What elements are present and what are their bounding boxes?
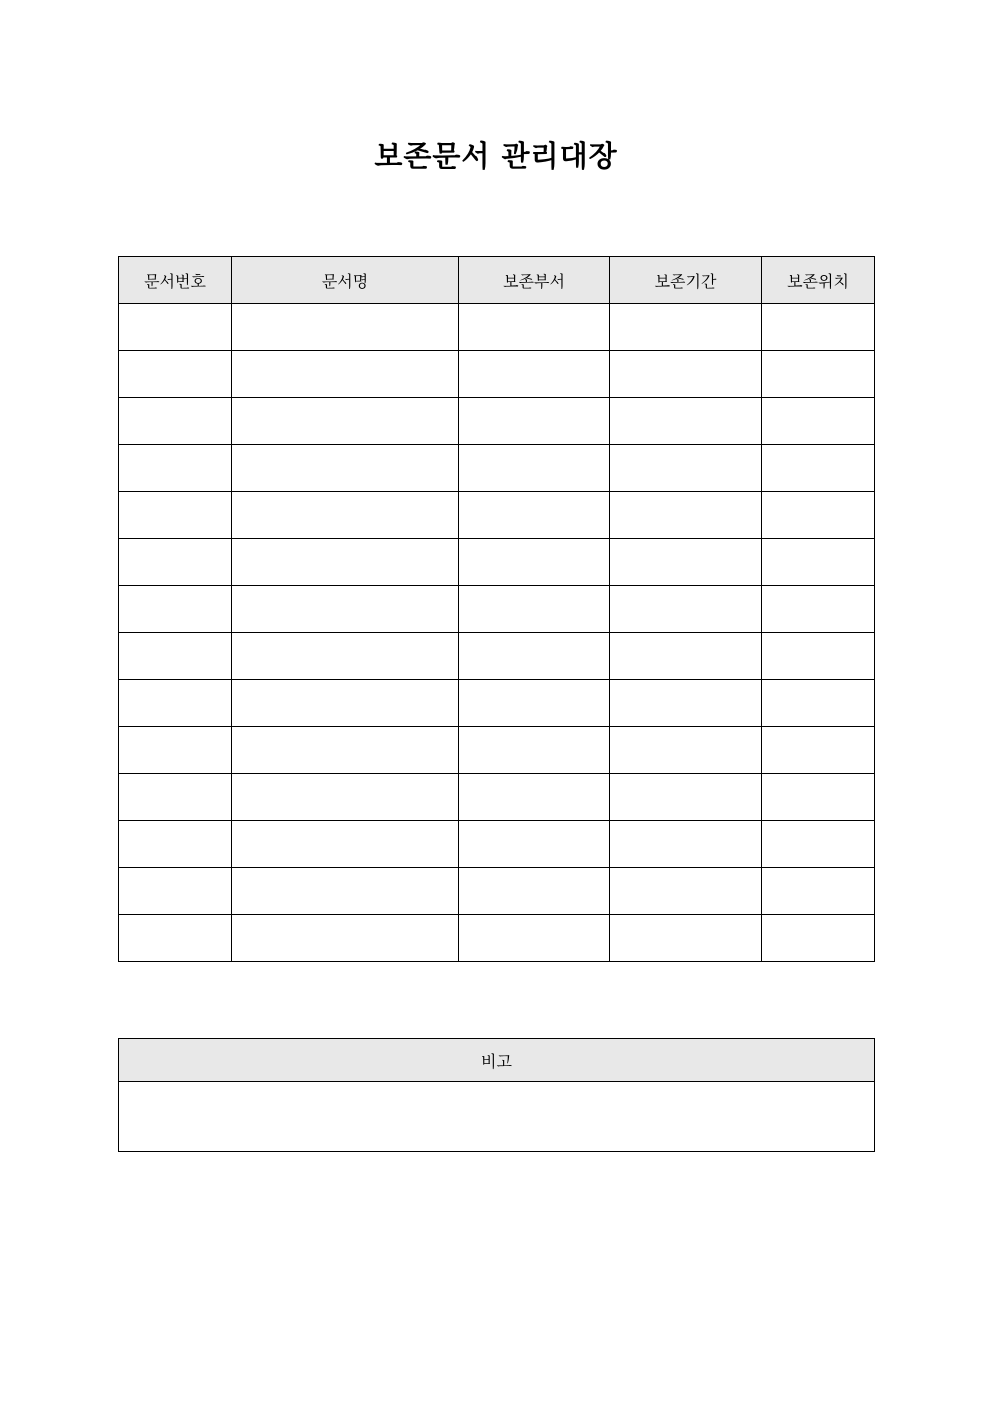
remarks-field[interactable] (119, 1082, 875, 1152)
cell-retention-location[interactable] (762, 680, 875, 727)
cell-retention-location[interactable] (762, 633, 875, 680)
cell-document-number[interactable] (119, 304, 232, 351)
cell-retention-period[interactable] (610, 304, 762, 351)
cell-retention-location[interactable] (762, 821, 875, 868)
cell-document-name[interactable] (232, 351, 459, 398)
cell-retention-department[interactable] (459, 774, 610, 821)
cell-document-name[interactable] (232, 727, 459, 774)
cell-retention-period[interactable] (610, 492, 762, 539)
cell-retention-location[interactable] (762, 492, 875, 539)
cell-document-name[interactable] (232, 821, 459, 868)
cell-document-name[interactable] (232, 539, 459, 586)
cell-retention-department[interactable] (459, 680, 610, 727)
column-header-document-number: 문서번호 (119, 257, 232, 304)
cell-retention-department[interactable] (459, 727, 610, 774)
cell-retention-location[interactable] (762, 445, 875, 492)
table-row (119, 633, 875, 680)
document-ledger-table (118, 256, 875, 962)
cell-retention-department[interactable] (459, 398, 610, 445)
table-row (119, 539, 875, 586)
cell-document-number[interactable] (119, 586, 232, 633)
cell-document-name[interactable] (232, 915, 459, 962)
cell-retention-location[interactable] (762, 727, 875, 774)
cell-retention-department[interactable] (459, 492, 610, 539)
cell-document-number[interactable] (119, 539, 232, 586)
cell-document-name[interactable] (232, 586, 459, 633)
cell-document-number[interactable] (119, 915, 232, 962)
cell-document-name[interactable] (232, 304, 459, 351)
cell-retention-location[interactable] (762, 586, 875, 633)
cell-retention-department[interactable] (459, 633, 610, 680)
cell-retention-location[interactable] (762, 868, 875, 915)
cell-retention-period[interactable] (610, 586, 762, 633)
cell-retention-period[interactable] (610, 445, 762, 492)
cell-retention-period[interactable] (610, 680, 762, 727)
table-row (119, 868, 875, 915)
cell-retention-location[interactable] (762, 304, 875, 351)
remarks-table (118, 1038, 875, 1152)
table-row (119, 445, 875, 492)
table-row (119, 821, 875, 868)
cell-retention-period[interactable] (610, 821, 762, 868)
cell-retention-department[interactable] (459, 821, 610, 868)
cell-retention-period[interactable] (610, 727, 762, 774)
cell-document-number[interactable] (119, 351, 232, 398)
cell-retention-location[interactable] (762, 398, 875, 445)
table-row (119, 304, 875, 351)
cell-document-number[interactable] (119, 398, 232, 445)
cell-retention-department[interactable] (459, 445, 610, 492)
cell-retention-location[interactable] (762, 539, 875, 586)
cell-document-name[interactable] (232, 774, 459, 821)
table-row (119, 915, 875, 962)
cell-retention-location[interactable] (762, 351, 875, 398)
cell-document-name[interactable] (232, 398, 459, 445)
cell-retention-period[interactable] (610, 774, 762, 821)
cell-retention-department[interactable] (459, 868, 610, 915)
cell-document-name[interactable] (232, 680, 459, 727)
cell-retention-department[interactable] (459, 586, 610, 633)
table-row (119, 727, 875, 774)
table-row (119, 351, 875, 398)
cell-document-name[interactable] (232, 445, 459, 492)
cell-document-name[interactable] (232, 492, 459, 539)
cell-retention-period[interactable] (610, 633, 762, 680)
ledger-body (119, 304, 875, 962)
cell-document-name[interactable] (232, 868, 459, 915)
column-header-retention-location: 보존위치 (762, 257, 875, 304)
table-row (119, 774, 875, 821)
remarks-header-row (119, 1039, 875, 1082)
table-row (119, 586, 875, 633)
cell-retention-period[interactable] (610, 868, 762, 915)
cell-document-number[interactable] (119, 868, 232, 915)
column-header-document-name: 문서명 (232, 257, 459, 304)
cell-retention-department[interactable] (459, 304, 610, 351)
cell-document-number[interactable] (119, 492, 232, 539)
cell-document-number[interactable] (119, 680, 232, 727)
cell-retention-period[interactable] (610, 915, 762, 962)
cell-document-number[interactable] (119, 821, 232, 868)
page-title: 보존문서 관리대장 (374, 139, 618, 173)
cell-retention-department[interactable] (459, 539, 610, 586)
cell-document-number[interactable] (119, 727, 232, 774)
cell-retention-period[interactable] (610, 539, 762, 586)
cell-document-number[interactable] (119, 633, 232, 680)
column-header-retention-period: 보존기간 (610, 257, 762, 304)
column-header-retention-department: 보존부서 (459, 257, 610, 304)
table-header-row (119, 257, 875, 304)
table-row (119, 492, 875, 539)
cell-retention-period[interactable] (610, 398, 762, 445)
cell-document-name[interactable] (232, 633, 459, 680)
cell-retention-period[interactable] (610, 351, 762, 398)
remarks-content-row (119, 1082, 875, 1152)
cell-retention-location[interactable] (762, 774, 875, 821)
cell-retention-department[interactable] (459, 351, 610, 398)
table-row (119, 398, 875, 445)
cell-retention-department[interactable] (459, 915, 610, 962)
table-row (119, 680, 875, 727)
cell-document-number[interactable] (119, 774, 232, 821)
cell-document-number[interactable] (119, 445, 232, 492)
cell-retention-location[interactable] (762, 915, 875, 962)
remarks-label: 비고 (119, 1039, 875, 1082)
